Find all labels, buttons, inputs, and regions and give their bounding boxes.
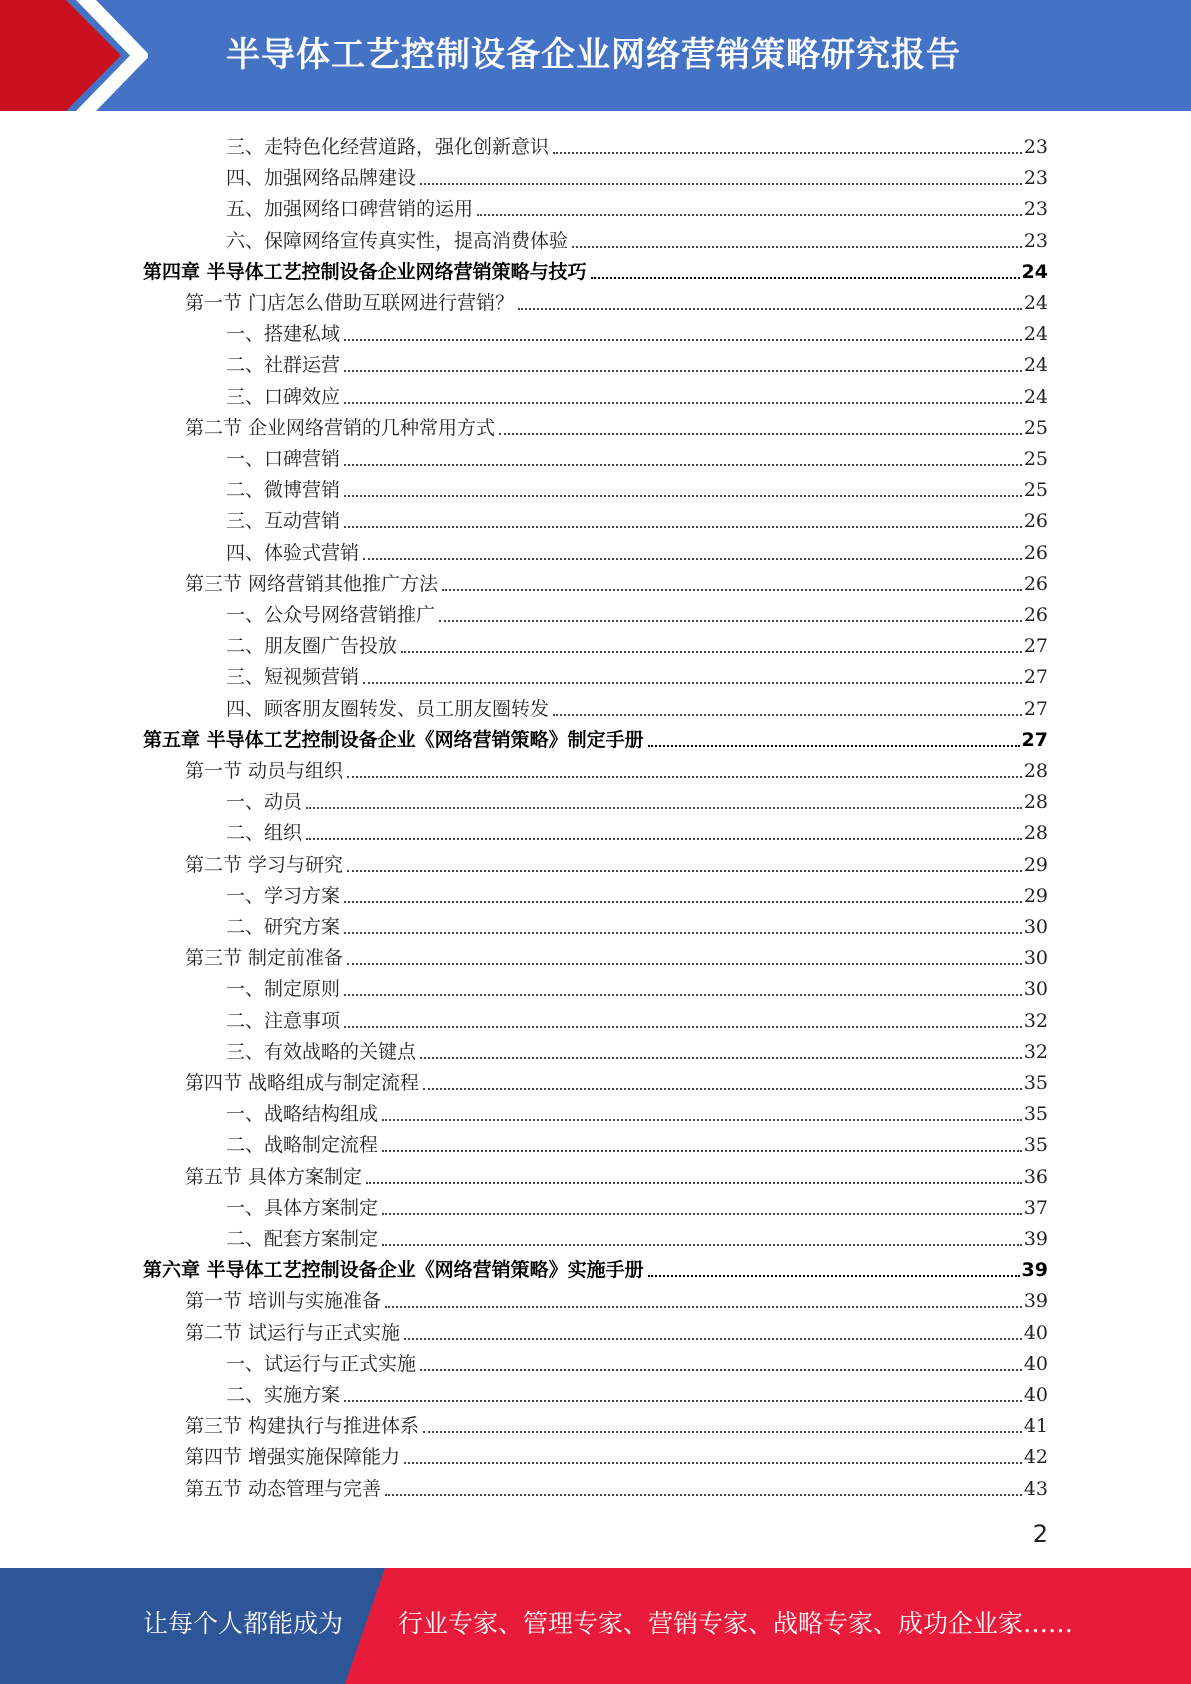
toc-entry-page: 28 — [1023, 822, 1048, 845]
toc-entry-page: 40 — [1023, 1321, 1048, 1344]
toc-dot-leader — [401, 651, 1022, 653]
toc-entry-label: 二、配套方案制定 — [226, 1228, 379, 1250]
toc-dot-leader — [344, 495, 1022, 497]
toc-subsection-entry[interactable] — [226, 782, 1048, 813]
toc-entry-page: 32 — [1023, 1009, 1048, 1032]
toc-entry-label: 三、短视频营销 — [226, 666, 360, 689]
toc-entry-label: 二、注意事项 — [226, 1009, 341, 1032]
toc-entry-label: 第二节 企业网络营销的几种常用方式 — [185, 416, 496, 439]
toc-entry-page: 43 — [1023, 1477, 1048, 1500]
toc-subsection-entry[interactable] — [226, 1219, 1048, 1250]
footer-slogan-left: 让每个人都能成为 — [143, 1609, 344, 1638]
toc-dot-leader — [344, 402, 1022, 404]
toc-subsection-entry[interactable] — [226, 470, 1048, 501]
toc-subsection-entry[interactable] — [226, 345, 1048, 376]
toc-entry-label: 二、微博营销 — [226, 479, 341, 502]
toc-entry-label: 一、动员 — [226, 791, 303, 814]
toc-dot-leader — [382, 1119, 1022, 1121]
toc-dot-leader — [344, 464, 1022, 466]
toc-entry-label: 第五节 具体方案制定 — [185, 1165, 363, 1188]
toc-entry-label: 第四章 半导体工艺控制设备企业网络营销策略与技巧 — [143, 260, 587, 283]
toc-entry-label: 第一节 培训与实施准备 — [185, 1290, 382, 1313]
toc-entry-page: 29 — [1023, 853, 1048, 876]
footer-slogan-right: 行业专家、管理专家、营销专家、战略专家、成功企业家…… — [398, 1609, 1074, 1638]
toc-entry-page: 39 — [1023, 1290, 1048, 1313]
toc-entry-label: 三、口碑效应 — [226, 385, 341, 408]
toc-section-entry[interactable] — [185, 1469, 1048, 1500]
toc-entry-page: 27 — [1023, 635, 1048, 658]
toc-dot-leader — [363, 558, 1022, 560]
toc-section-entry[interactable] — [185, 938, 1048, 969]
toc-dot-leader — [518, 308, 1022, 310]
red-chevron-decoration — [0, 0, 148, 111]
toc-dot-leader — [442, 589, 1022, 591]
toc-entry-page: 35 — [1023, 1072, 1048, 1094]
toc-entry-page: 28 — [1023, 760, 1048, 782]
toc-entry-page: 25 — [1023, 479, 1048, 502]
toc-entry-page: 29 — [1023, 884, 1048, 907]
toc-entry-label: 一、试运行与正式实施 — [226, 1352, 417, 1375]
toc-entry-label: 三、有效战略的关键点 — [226, 1040, 417, 1063]
toc-dot-leader — [423, 1431, 1022, 1433]
toc-section-entry[interactable] — [185, 1063, 1048, 1094]
toc-section-entry[interactable] — [185, 1157, 1048, 1188]
toc-subsection-entry[interactable] — [226, 1094, 1048, 1125]
toc-subsection-entry[interactable] — [226, 314, 1048, 345]
toc-entry-label: 第三节 构建执行与推进体系 — [185, 1415, 420, 1438]
toc-dot-leader — [420, 1369, 1022, 1371]
toc-dot-leader — [382, 1244, 1022, 1246]
toc-entry-label: 六、保障网络宣传真实性，提高消费体验 — [226, 229, 569, 252]
header-banner — [0, 0, 1191, 111]
toc-subsection-entry[interactable] — [226, 501, 1048, 532]
toc-entry-page: 42 — [1023, 1446, 1048, 1469]
toc-entry-label: 二、朋友圈广告投放 — [226, 635, 398, 658]
toc-subsection-entry[interactable] — [226, 221, 1048, 252]
footer-banner — [0, 1568, 1191, 1684]
toc-entry-label: 二、组织 — [226, 822, 303, 845]
toc-entry-label: 第五章 半导体工艺控制设备企业《网络营销策略》制定手册 — [143, 728, 644, 751]
toc-section-entry[interactable] — [185, 283, 1048, 314]
toc-entry-label: 三、走特色化经营道路，强化创新意识 — [226, 136, 550, 158]
toc-entry-label: 第二节 试运行与正式实施 — [185, 1321, 401, 1344]
toc-subsection-entry[interactable] — [226, 969, 1048, 1000]
toc-subsection-entry[interactable] — [226, 533, 1048, 564]
toc-entry-label: 四、顾客朋友圈转发、员工朋友圈转发 — [226, 697, 550, 720]
toc-dot-leader — [404, 1462, 1022, 1464]
toc-dot-leader — [572, 246, 1022, 248]
toc-entry-label: 四、加强网络品牌建设 — [226, 167, 417, 190]
toc-entry-page: 24 — [1023, 385, 1048, 408]
toc-dot-leader — [344, 932, 1022, 934]
toc-entry-label: 五、加强网络口碑营销的运用 — [226, 198, 474, 221]
toc-section-entry[interactable] — [185, 408, 1048, 439]
toc-entry-page: 36 — [1023, 1165, 1048, 1188]
toc-entry-label: 三、互动营销 — [226, 510, 341, 533]
toc-entry-page: 35 — [1023, 1134, 1048, 1157]
toc-entry-page: 30 — [1023, 978, 1048, 1001]
toc-dot-leader — [344, 526, 1022, 528]
toc-dot-leader — [363, 682, 1022, 684]
toc-entry-page: 26 — [1023, 572, 1048, 595]
toc-entry-label: 第五节 动态管理与完善 — [185, 1477, 382, 1500]
toc-dot-leader — [404, 1338, 1022, 1340]
toc-dot-leader — [499, 433, 1022, 435]
toc-entry-page: 32 — [1023, 1040, 1048, 1063]
toc-dot-leader — [553, 714, 1022, 716]
toc-entry-label: 第三节 制定前准备 — [185, 947, 344, 970]
toc-subsection-entry[interactable] — [226, 689, 1048, 720]
toc-entry-label: 一、公众号网络营销推广 — [226, 604, 436, 626]
toc-subsection-entry[interactable] — [226, 876, 1048, 907]
toc-entry-label: 二、社群运营 — [226, 354, 341, 377]
toc-dot-leader — [477, 214, 1022, 216]
toc-entry-label: 二、战略制定流程 — [226, 1134, 379, 1157]
toc-dot-leader — [344, 1026, 1022, 1028]
toc-subsection-entry[interactable] — [226, 1125, 1048, 1156]
toc-dot-leader — [553, 152, 1022, 154]
toc-section-entry[interactable] — [185, 564, 1048, 595]
toc-entry-page: 26 — [1023, 604, 1048, 626]
toc-entry-label: 第一节 门店怎么借助互联网进行营销？ — [185, 292, 515, 314]
toc-dot-leader — [382, 1150, 1022, 1152]
toc-dot-leader — [382, 1213, 1022, 1215]
toc-subsection-entry[interactable] — [226, 657, 1048, 688]
toc-entry-page: 27 — [1023, 697, 1048, 720]
toc-dot-leader — [591, 277, 1020, 279]
toc-entry-label: 一、战略结构组成 — [226, 1103, 379, 1126]
toc-entry-page: 35 — [1023, 1103, 1048, 1126]
toc-subsection-entry[interactable] — [226, 1032, 1048, 1063]
toc-entry-page: 25 — [1023, 448, 1048, 470]
page-number: 2 — [1032, 1520, 1048, 1548]
toc-dot-leader — [648, 1275, 1020, 1277]
toc-entry-page: 27 — [1023, 666, 1048, 689]
toc-dot-leader — [648, 745, 1020, 747]
toc-entry-page: 27 — [1021, 728, 1048, 751]
toc-dot-leader — [344, 370, 1022, 372]
report-title: 半导体工艺控制设备企业网络营销策略研究报告 — [226, 35, 961, 75]
toc-subsection-entry[interactable] — [226, 1344, 1048, 1375]
toc-entry-page: 30 — [1023, 916, 1048, 938]
toc-entry-label: 第二节 学习与研究 — [185, 853, 344, 876]
toc-entry-page: 40 — [1023, 1384, 1048, 1406]
toc-subsection-entry[interactable] — [226, 158, 1048, 189]
toc-dot-leader — [306, 807, 1022, 809]
toc-entry-page: 26 — [1023, 541, 1048, 564]
toc-entry-page: 23 — [1023, 167, 1048, 190]
toc-section-entry[interactable] — [185, 845, 1048, 876]
toc-entry-page: 39 — [1021, 1259, 1048, 1282]
toc-dot-leader — [347, 963, 1022, 965]
toc-entry-page: 25 — [1023, 416, 1048, 439]
toc-subsection-entry[interactable] — [226, 377, 1048, 408]
toc-entry-label: 一、制定原则 — [226, 978, 341, 1001]
toc-section-entry[interactable] — [185, 1437, 1048, 1468]
toc-entry-label: 四、体验式营销 — [226, 541, 360, 564]
toc-entry-page: 23 — [1023, 229, 1048, 252]
toc-entry-label: 第三节 网络营销其他推广方法 — [185, 572, 439, 595]
toc-dot-leader — [439, 620, 1022, 622]
toc-subsection-entry[interactable] — [226, 1375, 1048, 1406]
toc-chapter-entry[interactable] — [143, 1250, 1048, 1281]
toc-section-entry[interactable] — [185, 751, 1048, 782]
toc-entry-label: 二、实施方案 — [226, 1384, 341, 1406]
toc-subsection-entry[interactable] — [226, 907, 1048, 938]
toc-entry-label: 一、学习方案 — [226, 884, 341, 907]
toc-entry-page: 26 — [1023, 510, 1048, 533]
toc-entry-label: 第六章 半导体工艺控制设备企业《网络营销策略》实施手册 — [143, 1259, 644, 1282]
toc-dot-leader — [420, 1057, 1022, 1059]
toc-subsection-entry[interactable] — [226, 1001, 1048, 1032]
toc-subsection-entry[interactable] — [226, 626, 1048, 657]
toc-subsection-entry[interactable] — [226, 127, 1048, 158]
toc-dot-leader — [347, 870, 1022, 872]
toc-entry-label: 一、搭建私域 — [226, 323, 341, 346]
toc-entry-page: 37 — [1023, 1196, 1048, 1219]
toc-section-entry[interactable] — [185, 1281, 1048, 1312]
toc-chapter-entry[interactable] — [143, 720, 1048, 751]
toc-entry-label: 第四节 增强实施保障能力 — [185, 1446, 401, 1469]
toc-entry-label: 一、口碑营销 — [226, 448, 341, 470]
toc-entry-label: 第四节 战略组成与制定流程 — [185, 1072, 420, 1094]
toc-subsection-entry[interactable] — [226, 439, 1048, 470]
toc-dot-leader — [344, 339, 1022, 341]
toc-entry-label: 二、研究方案 — [226, 916, 341, 938]
toc-entry-page: 28 — [1023, 791, 1048, 814]
toc-dot-leader — [385, 1494, 1022, 1496]
toc-dot-leader — [366, 1182, 1022, 1184]
toc-section-entry[interactable] — [185, 1313, 1048, 1344]
toc-dot-leader — [347, 776, 1022, 778]
toc-entry-page: 24 — [1023, 323, 1048, 346]
toc-entry-page: 30 — [1023, 947, 1048, 970]
toc-entry-page: 41 — [1023, 1415, 1048, 1438]
toc-dot-leader — [385, 1306, 1022, 1308]
toc-dot-leader — [423, 1088, 1022, 1090]
toc-dot-leader — [420, 183, 1022, 185]
toc-entry-label: 一、具体方案制定 — [226, 1196, 379, 1219]
toc-entry-page: 24 — [1021, 260, 1048, 283]
toc-dot-leader — [344, 1400, 1022, 1402]
toc-chapter-entry[interactable] — [143, 252, 1048, 283]
toc-entry-page: 39 — [1023, 1228, 1048, 1250]
toc-subsection-entry[interactable] — [226, 189, 1048, 220]
toc-section-entry[interactable] — [185, 1406, 1048, 1437]
toc-dot-leader — [306, 838, 1022, 840]
toc-subsection-entry[interactable] — [226, 813, 1048, 844]
toc-subsection-entry[interactable] — [226, 1188, 1048, 1219]
toc-dot-leader — [344, 994, 1022, 996]
toc-entry-label: 第一节 动员与组织 — [185, 760, 344, 782]
toc-entry-page: 23 — [1023, 136, 1048, 158]
toc-entry-page: 24 — [1023, 354, 1048, 377]
toc-dot-leader — [344, 901, 1022, 903]
toc-subsection-entry[interactable] — [226, 595, 1048, 626]
toc-entry-page: 23 — [1023, 198, 1048, 221]
toc-entry-page: 40 — [1023, 1352, 1048, 1375]
toc-entry-page: 24 — [1023, 292, 1048, 314]
